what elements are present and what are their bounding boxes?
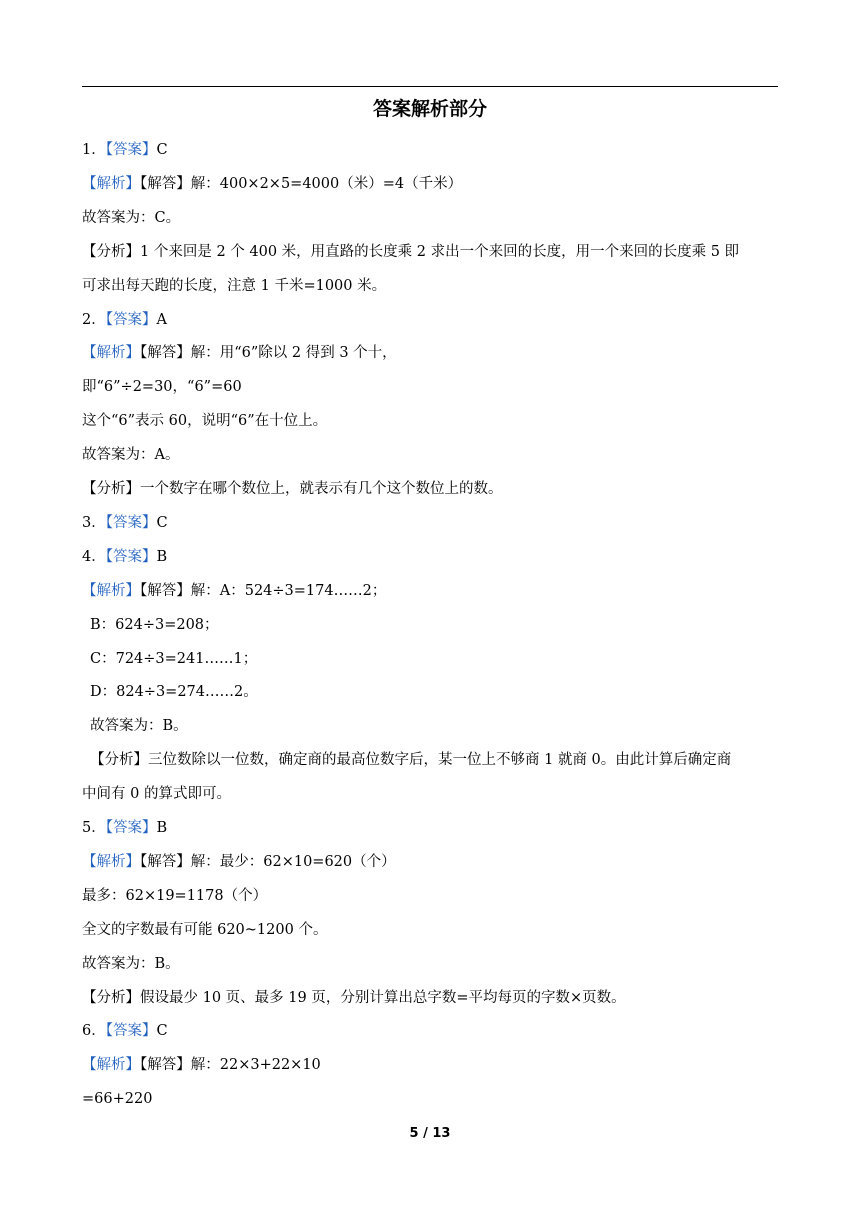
line-text: B [156, 548, 168, 565]
line-text: 【解答】解：用“6”除以 2 得到 3 个十， [140, 345, 397, 362]
line-text: 可求出每天跑的长度，注意 1 千米=1000 米。 [82, 277, 387, 294]
answer-line [82, 1055, 321, 1075]
line-text: 【分析】1 个来回是 2 个 400 米，用直路的长度乘 2 求出一个来回的长度，用一个来回的长度乘 5 即 [82, 243, 740, 260]
line-text: =66+220 [82, 1091, 153, 1108]
answer-line [82, 988, 626, 1008]
line-text: C [156, 142, 168, 158]
answer-line [82, 411, 327, 431]
jiexi-tag: 【解析】 [82, 175, 140, 192]
line-text: 故答案为：B。 [82, 955, 180, 972]
question-number: 3． [82, 514, 106, 531]
answer-line [82, 479, 503, 499]
line-text: 【分析】三位数除以一位数，确定商的最高位数字后，某一位上不够商 1 就商 0。由此计算后确定商 [90, 752, 732, 769]
answer-line [90, 649, 257, 669]
answer-tag: 【答案】 [105, 1023, 157, 1040]
answer-tag: 【答案】 [105, 820, 157, 836]
answer-tag: 【答案】 [105, 548, 157, 565]
line-text: 最多：62×19=1178（个） [82, 887, 268, 904]
answer-tag: 【答案】 [105, 311, 157, 328]
question-number: 1． [82, 142, 106, 158]
answer-line [82, 445, 179, 465]
line-text: 故答案为：A。 [82, 447, 180, 464]
answer-line [90, 682, 258, 702]
answer-line [82, 852, 396, 872]
answer-line [82, 208, 180, 228]
answer-line [82, 174, 462, 194]
answer-line [82, 920, 327, 940]
answer-line [82, 140, 168, 160]
answer-line [82, 343, 397, 363]
line-text: A [156, 311, 167, 328]
line-text: C：724÷3=241……1； [90, 650, 258, 667]
page-title: 答案解析部分 [372, 98, 487, 120]
line-text: 故答案为：B。 [90, 718, 188, 735]
line-text: C [156, 1023, 168, 1040]
question-number: 6． [82, 1023, 106, 1040]
line-text: 【解答】解：最少：62×10=620（个） [140, 853, 396, 870]
line-text: B [156, 820, 168, 836]
answer-line [82, 1089, 152, 1109]
line-text: 全文的字数最有可能 620~1200 个。 [82, 921, 328, 938]
answer-line [90, 716, 188, 736]
answer-line [82, 242, 739, 262]
line-text: 故答案为：C。 [82, 209, 181, 226]
line-text: 【解答】解：A：524÷3=174……2； [140, 582, 387, 599]
answer-line [82, 310, 167, 330]
question-number: 2． [82, 311, 106, 328]
answer-line [82, 784, 231, 804]
answer-line [90, 615, 219, 635]
line-text: 【解答】解：22×3+22×10 [140, 1057, 321, 1074]
answer-tag: 【答案】 [105, 142, 157, 158]
answer-line [82, 377, 242, 397]
answer-line [82, 513, 168, 533]
answer-tag: 【答案】 [105, 514, 157, 531]
line-text: 【分析】一个数字在哪个数位上，就表示有几个这个数位上的数。 [82, 481, 503, 497]
line-text: 【解答】解：400×2×5=4000（米）=4（千米） [140, 175, 463, 192]
line-text: 中间有 0 的算式即可。 [82, 786, 231, 803]
answer-line [82, 276, 386, 296]
answer-line [82, 1021, 168, 1041]
line-text: C [156, 514, 168, 531]
answer-line [82, 886, 267, 906]
jiexi-tag: 【解析】 [82, 1057, 140, 1074]
line-text: 【分析】假设最少 10 页、最多 19 页，分别计算出总字数=平均每页的字数×页数。 [82, 989, 626, 1006]
line-text: B：624÷3=208； [90, 616, 219, 633]
answer-line [82, 818, 167, 838]
question-number: 5． [82, 820, 106, 836]
answer-line [90, 750, 731, 770]
question-number: 4． [82, 548, 106, 565]
jiexi-tag: 【解析】 [82, 582, 140, 599]
page-number: 5 / 13 [409, 1126, 451, 1141]
answer-line [82, 547, 167, 567]
header-rule [82, 86, 778, 87]
line-text: 即“6”÷2=30，“6”=60 [82, 379, 242, 396]
line-text: 这个“6”表示 60，说明“6”在十位上。 [82, 413, 328, 430]
answer-line [82, 954, 180, 974]
jiexi-tag: 【解析】 [82, 345, 140, 362]
line-text: D：824÷3=274……2。 [90, 684, 258, 701]
jiexi-tag: 【解析】 [82, 853, 140, 870]
answer-line [82, 581, 386, 601]
